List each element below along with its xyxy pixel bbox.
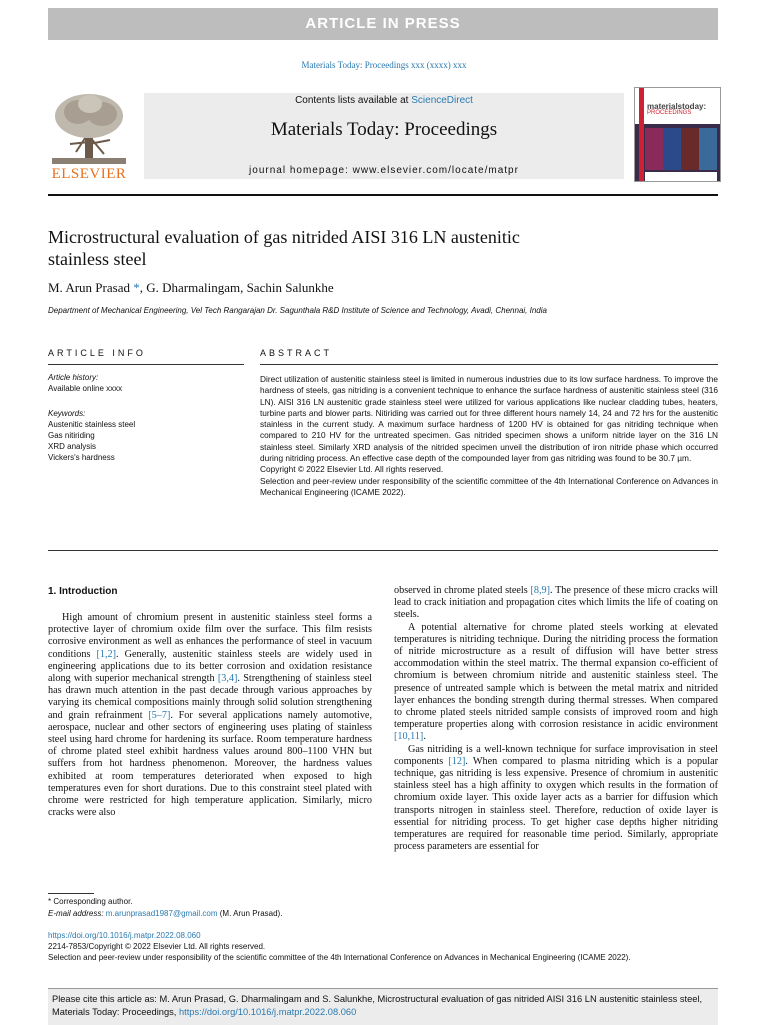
article-title-line2: stainless steel bbox=[48, 249, 147, 269]
footnote-email: E-mail address: m.arunprasad1987@gmail.com (M. Arun Prasad). bbox=[48, 909, 283, 918]
doi-link[interactable]: https://doi.org/10.1016/j.matpr.2022.08.060 bbox=[48, 931, 201, 940]
abstract-heading: ABSTRACT bbox=[260, 348, 333, 358]
article-info-heading: ARTICLE INFO bbox=[48, 348, 146, 358]
sciencedirect-link[interactable]: ScienceDirect bbox=[411, 95, 473, 106]
intro-paragraph: Gas nitriding is a well-known technique for surface improvisation in steel components [12]. When compared to plasma nitriding which is a popular technique, gas nitriding is less expensive. Presence of chromium in austenitic stainless steel has a high affinity to oxygen which results in the formation of chromium oxide layer. This oxide layer acts as a barrier for diffusion which transports nitrogen in stainless steel. Therefore, reduction of oxide layer is essential for nitriding process. To get higher case depths higher nitriding temperatures are required for reasonable time period. Similarly, appropriate process parameters are essential for bbox=[394, 743, 718, 853]
journal-cover[interactable] bbox=[634, 87, 721, 182]
corresponding-author-link[interactable]: * bbox=[129, 280, 140, 295]
cover-title: materialstoday: bbox=[647, 102, 707, 111]
footnote-corresponding: * Corresponding author. bbox=[48, 897, 133, 906]
email-link[interactable]: m.arunprasad1987@gmail.com bbox=[105, 909, 218, 918]
journal-reference-link[interactable]: Materials Today: Proceedings xxx (xxxx) xxx bbox=[301, 60, 467, 70]
body-column-right bbox=[394, 585, 718, 853]
affiliation: Department of Mechanical Engineering, Vel Tech Rangarajan Dr. Sagunthala R&D Institute of Science and Technology, Avadi, Chennai, India bbox=[48, 306, 547, 315]
footer-peer-review: Selection and peer-review under responsibility of the scientific committee of the 4th International Conference on Advances in Mechanical Engineering (ICAME 2022). bbox=[48, 953, 631, 962]
keyword: Gas nitiriding bbox=[48, 431, 95, 440]
abstract-text: Direct utilization of austenitic stainless steel is limited in numerous industries due to its low surface hardness. To improve the hardness of steels, gas nitriding is a convenient technique to enhance the surface hardness of austenitic stainless steel (316 LN). AISI 316 LN austenitic grade stainless steel were utilized for various applications like nuclear cladding tubes, heaters, turbine parts and blower parts. Nitiriding was carried out for three different hours namely 14, 24 and 72 hrs for the austenitic stainless in the current study. A maximum surface hardness of 1200 HV is obtained for gas nitriding technique when compared to 210 HV for the untreated specimen. Gas nitrided specimen shows a uniform nitride layer on the 316 LN stainless steel. Similarly XRD analysis of the nitrided specimen unveil the distribution of iron nitride phase which occurred during nitriding process. An effective case depth of the compounded layer from gas nitriding was found to be 30.7 µm. bbox=[260, 374, 718, 464]
keywords-label: Keywords: bbox=[48, 409, 86, 418]
article-history bbox=[48, 372, 244, 394]
footnote bbox=[48, 896, 282, 920]
contents-line bbox=[144, 95, 624, 106]
keyword: Austenitic stainless steel bbox=[48, 420, 136, 429]
article-info-divider bbox=[48, 364, 244, 365]
author-1: M. Arun Prasad bbox=[48, 280, 130, 295]
author-list bbox=[48, 280, 334, 296]
citation-link[interactable]: [1,2] bbox=[96, 648, 117, 660]
abstract-divider bbox=[260, 364, 718, 365]
keyword: Vickers's hardness bbox=[48, 453, 115, 462]
journal-homepage[interactable]: journal homepage: www.elsevier.com/locate/matpr bbox=[249, 165, 519, 176]
other-authors: , G. Dharmalingam, Sachin Salunkhe bbox=[139, 280, 334, 295]
contents-prefix: Contents lists available at bbox=[295, 95, 412, 106]
journal-cover-image-icon bbox=[645, 128, 717, 170]
keyword: XRD analysis bbox=[48, 442, 97, 451]
article-in-press-banner: ARTICLE IN PRESS bbox=[48, 8, 718, 40]
page-footer bbox=[48, 930, 718, 963]
abstract-bottom-divider bbox=[48, 550, 718, 551]
article-title-line1: Microstructural evaluation of gas nitrided AISI 316 LN austenitic bbox=[48, 227, 520, 247]
header-divider bbox=[48, 194, 718, 196]
history-value: Available online xxxx bbox=[48, 384, 123, 393]
issn-copyright: 2214-7853/Copyright © 2022 Elsevier Ltd. All rights reserved. bbox=[48, 942, 266, 951]
article-title bbox=[48, 226, 668, 270]
abstract-body bbox=[260, 374, 718, 498]
intro-paragraph: observed in chrome plated steels [8,9]. The presence of these micro cracks will lead to crack initiation and propagation cites which limits the life of coating on steels. bbox=[394, 585, 718, 621]
elsevier-wordmark: ELSEVIER bbox=[51, 166, 127, 182]
citation-link[interactable]: [10,11] bbox=[394, 731, 424, 743]
keywords bbox=[48, 408, 244, 463]
intro-paragraph: A potential alternative for chrome plated steels working at elevated temperatures is nitriding technique. During the nitriding process the formation of nitride microstructure as a result of diffusion will have better stress accommodation within the steel matrix. The thermal expansion co-efficient of chromium is between chromium nitride and austenitic stainless steel. The presence of untreated sample which is between the metal matrix and nitrided layer enhances the bonding strength during thermal stresses. When compared to chrome plated steels nitrided sample consists of improved room and high temperature properties along with corrosion resistance in acidic environment [10,11]. bbox=[394, 621, 718, 743]
citation-doi-link[interactable]: https://doi.org/10.1016/j.matpr.2022.08.060 bbox=[178, 1007, 357, 1017]
abstract-peer-review: Selection and peer-review under responsibility of the scientific committee of the 4th International Conference on Advances in Mechanical Engineering (ICAME 2022). bbox=[260, 475, 718, 497]
footnote-divider bbox=[48, 893, 94, 894]
body-column-left bbox=[48, 612, 372, 819]
elsevier-logo[interactable] bbox=[48, 92, 130, 186]
citation-box bbox=[48, 988, 718, 1025]
history-label: Article history: bbox=[48, 373, 99, 382]
cover-bottom bbox=[645, 172, 717, 181]
intro-paragraph: High amount of chromium present in austenitic stainless steel forms a protective layer of chromium oxide film over the surface. This film resists corrosive environment as well as enhances the performance of steel in vacuum conditions [1,2]. Generally, austenitic stainless steels are widely used in engineering applications due to its better corrosion and oxidation resistance along with superior mechanical strength [3,4]. Strengthening of stainless steel has drawn much attention in the past decade through various approaches by varying its chemical compositions mainly through solid solution strengthening and grain refrainment [5–7]. For several applications namely automotive, aerospace, nuclear and other sectors of engineering uses plating of stainless steel using hard chrome for hardening its surface. Room temperature hardness of chrome plated steel exhibit hardness values around 800–1100 VHN but suffers from hot hardness phenomenon. Moreover, the hardness values exhibited at room temperatures deteriorated when exposed to high temperatures even for short durations. Due to this constraint steel plated with chrome were restricted for high temperature application. Similarly, micro cracks were also bbox=[48, 612, 372, 819]
citation-link[interactable]: [5–7] bbox=[148, 709, 171, 721]
citation-link[interactable]: [3,4] bbox=[217, 673, 238, 685]
citation-link[interactable]: [8,9] bbox=[530, 585, 550, 596]
section-heading-introduction: 1. Introduction bbox=[48, 586, 118, 597]
elsevier-tree-logo-icon bbox=[48, 92, 130, 166]
journal-title: Materials Today: Proceedings bbox=[270, 119, 498, 140]
cover-stripe bbox=[639, 88, 644, 181]
citation-text: Please cite this article as: M. Arun Prasad, G. Dharmalingam and S. Salunkhe, Microstructural evaluation of gas nitrided AISI 316 LN austenitic stainless steel, Materials Today: Proceedings, https://doi.org/10.1016/j.matpr.2022.08.060 bbox=[52, 994, 703, 1017]
citation-link[interactable]: [12] bbox=[448, 755, 466, 767]
journal-header bbox=[144, 93, 624, 179]
abstract-copyright: Copyright © 2022 Elsevier Ltd. All rights reserved. bbox=[260, 464, 444, 475]
cover-subtitle: PROCEEDINGS bbox=[647, 110, 692, 116]
